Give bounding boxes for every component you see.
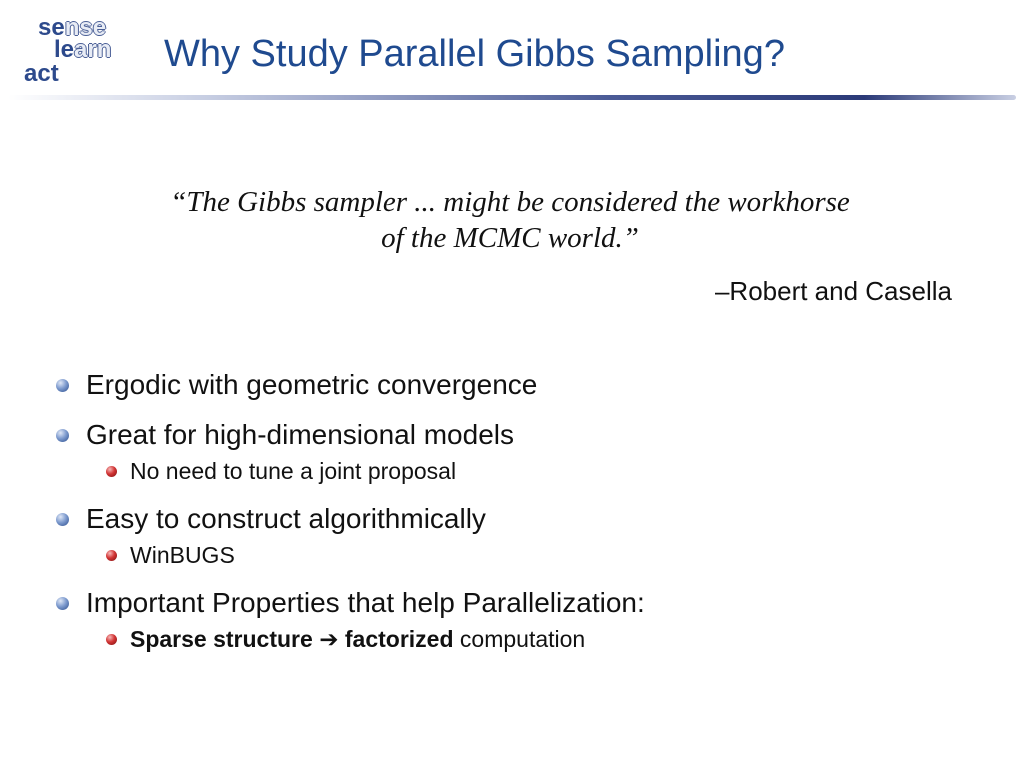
bullet-text: Easy to construct algorithmically <box>86 503 486 534</box>
blue-sphere-bullet-icon <box>56 513 69 526</box>
quote-block <box>40 184 980 256</box>
bullet-text: Ergodic with geometric convergence <box>86 369 538 400</box>
sub-bullet-text: No need to tune a joint proposal <box>130 458 457 484</box>
bullet-text: Important Properties that help Parallelization: <box>86 587 645 618</box>
red-sphere-bullet-icon <box>106 634 117 645</box>
slide-title: Why Study Parallel Gibbs Sampling? <box>164 33 785 75</box>
bullet-item <box>54 502 994 536</box>
red-sphere-bullet-icon <box>106 550 117 561</box>
sub-bullet-item <box>54 456 994 486</box>
quote-line-1: “The Gibbs sampler ... might be considered the workhorse <box>170 186 850 218</box>
bullet-text: Great for high-dimensional models <box>86 419 514 450</box>
sub-bullet-item <box>54 624 994 655</box>
sub-bullet-text: WinBUGS <box>130 542 235 568</box>
logo-row-act: act <box>24 60 59 87</box>
right-arrow-icon: ➔ <box>319 627 339 653</box>
blue-sphere-bullet-icon <box>56 379 69 392</box>
blue-sphere-bullet-icon <box>56 597 69 610</box>
quote-attribution: –Robert and Casella <box>714 276 952 306</box>
sense-learn-act-logo <box>18 12 138 92</box>
sparse-structure-text: Sparse structure <box>130 626 313 652</box>
bullet-list <box>54 368 994 655</box>
logo-row-sense: sense <box>38 14 107 41</box>
quote-line-2: of the MCMC world.” <box>381 222 639 254</box>
red-sphere-bullet-icon <box>106 466 117 477</box>
factorized-text: factorized <box>344 626 454 652</box>
sub-bullet-item <box>54 540 994 570</box>
logo-row-learn: learn <box>54 36 112 63</box>
title-divider <box>8 95 1016 100</box>
bullet-item <box>54 368 994 402</box>
bullet-item <box>54 418 994 452</box>
computation-text: computation <box>459 626 586 652</box>
bullet-item <box>54 586 994 620</box>
blue-sphere-bullet-icon <box>56 429 69 442</box>
